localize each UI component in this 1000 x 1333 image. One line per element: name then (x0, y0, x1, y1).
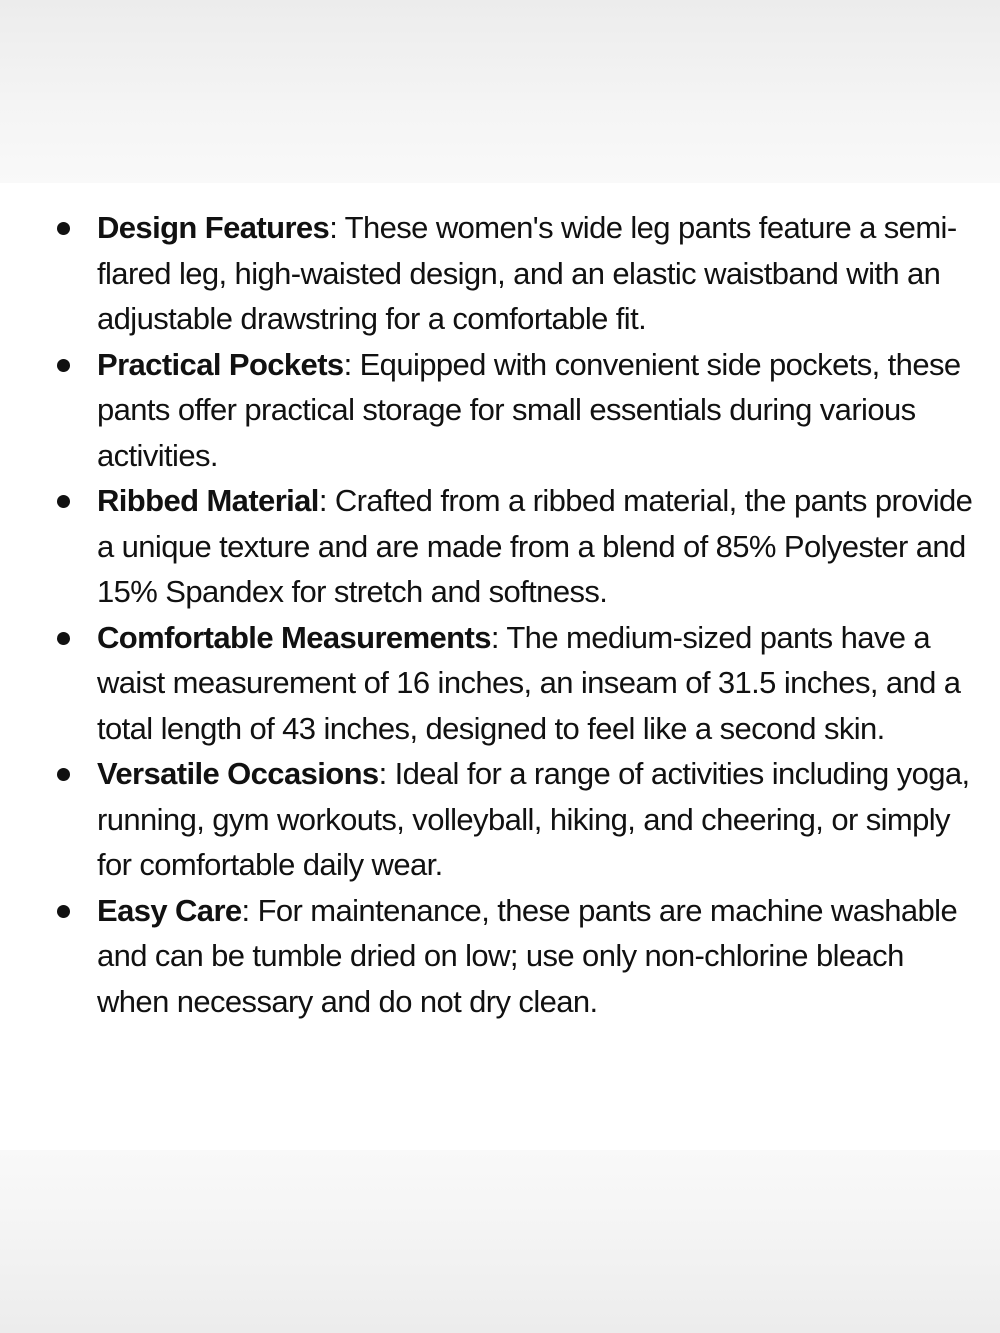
feature-description: : For maintenance, these pants are machine washable and can be tumble dried on low; use only non-chlorine bleach when necessary and do not dry clean. (97, 892, 958, 1019)
list-item (97, 478, 982, 615)
bullet-icon (57, 495, 70, 508)
list-item (97, 751, 982, 888)
bullet-icon (57, 632, 70, 645)
feature-description: : The medium-sized pants have a waist measurement of 16 inches, an inseam of 31.5 inches, and a total length of 43 inches, designed to feel like a second skin. (97, 619, 961, 746)
bullet-icon (57, 359, 70, 372)
feature-list (97, 205, 982, 1024)
list-item (97, 205, 982, 342)
bullet-icon (57, 905, 70, 918)
list-item (97, 342, 982, 479)
feature-title: Practical Pockets (97, 346, 344, 382)
feature-description: : Ideal for a range of activities including yoga, running, gym workouts, volleyball, hiking, and cheering, or simply for comfortable daily wear. (97, 756, 970, 882)
feature-title: Versatile Occasions (97, 756, 379, 791)
feature-description: : Equipped with convenient side pockets, these pants offer practical storage for small essentials during various activities. (97, 346, 961, 473)
list-item (97, 888, 982, 1025)
feature-description: : Crafted from a ribbed material, the pants provide a unique texture and are made from a blend of 85% Polyester and 15% Spandex for stretch and softness. (97, 483, 973, 609)
feature-title: Comfortable Measurements (97, 619, 491, 655)
list-item (97, 615, 982, 752)
bottom-background-band (0, 1150, 1000, 1333)
bullet-icon (57, 222, 70, 235)
feature-title: Design Features (97, 210, 330, 245)
feature-description: : These women's wide leg pants feature a semi-flared leg, high-waisted design, and an elastic waistband with an adjustable drawstring for a comfortable fit. (97, 210, 957, 336)
top-background-band (0, 0, 1000, 183)
feature-title: Ribbed Material (97, 483, 319, 518)
feature-title: Easy Care (97, 892, 242, 928)
bullet-icon (57, 768, 70, 781)
